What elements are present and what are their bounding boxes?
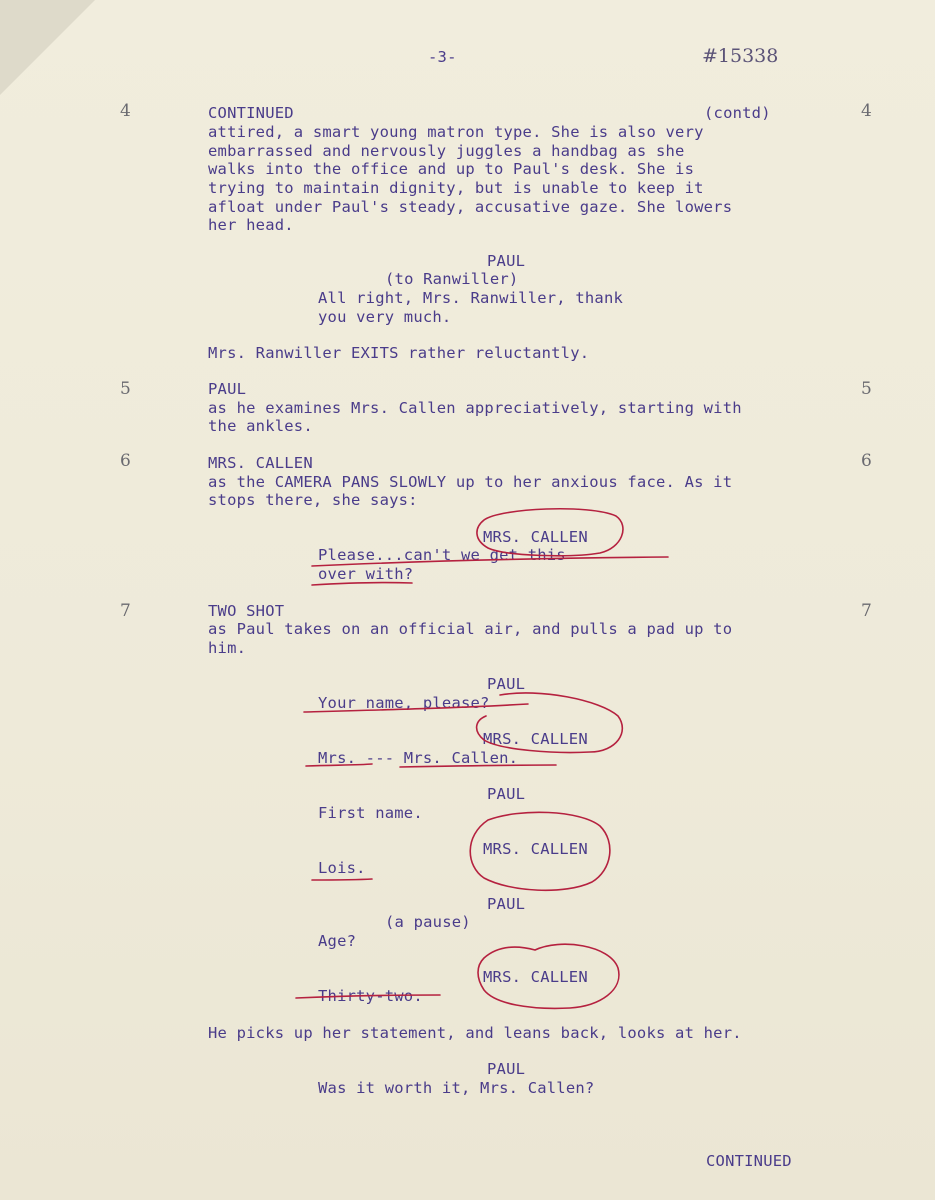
dialogue-line: Thirty-two. [318, 987, 423, 1005]
character-name: MRS. CALLEN [483, 730, 588, 748]
character-name: PAUL [487, 785, 526, 803]
scene-heading: TWO SHOT [208, 602, 285, 620]
action-line: Mrs. Ranwiller EXITS rather reluctantly. [208, 344, 590, 362]
parenthetical: (to Ranwiller) [385, 270, 519, 288]
page-number: -3- [428, 48, 457, 66]
action-line: trying to maintain dignity, but is unable to keep it [208, 179, 704, 197]
scene-number-left-7: 7 [120, 601, 132, 621]
character-name: PAUL [487, 252, 526, 270]
dialogue-line: Lois. [318, 859, 366, 877]
dialogue-line: Age? [318, 932, 357, 950]
scene-number-left-4: 4 [120, 101, 132, 121]
action-line: as he examines Mrs. Callen appreciatively, starting with [208, 399, 742, 417]
dialogue-line: First name. [318, 804, 423, 822]
action-line: as the CAMERA PANS SLOWLY up to her anxious face. As it [208, 473, 733, 491]
scene-number-right-7: 7 [861, 601, 873, 621]
underline-mark [312, 879, 372, 880]
action-line: He picks up her statement, and leans back, looks at her. [208, 1024, 742, 1042]
action-line: the ankles. [208, 417, 313, 435]
action-line: walks into the office and up to Paul's desk. She is [208, 160, 695, 178]
scene-number-right-5: 5 [861, 379, 873, 399]
dialogue-line: over with? [318, 565, 414, 583]
action-line: embarrassed and nervously juggles a handbag as she [208, 142, 685, 160]
scene-heading: CONTINUED [208, 104, 294, 122]
scene-number-right-6: 6 [861, 451, 873, 471]
character-name: MRS. CALLEN [483, 840, 588, 858]
scene-number-right-4: 4 [861, 101, 873, 121]
character-name: MRS. CALLEN [483, 528, 588, 546]
footer-continued: CONTINUED [706, 1152, 792, 1170]
dialogue-line: All right, Mrs. Ranwiller, thank [318, 289, 624, 307]
action-line: him. [208, 639, 247, 657]
dialogue-line: Please...can't we get this [318, 546, 566, 564]
parenthetical: (a pause) [385, 913, 471, 931]
action-line: attired, a smart young matron type. She is also very [208, 123, 704, 141]
dialogue-line: Mrs. --- Mrs. Callen. [318, 749, 519, 767]
contd-label: (contd) [704, 104, 771, 122]
action-line: as Paul takes on an official air, and pulls a pad up to [208, 620, 733, 638]
scene-number-left-5: 5 [120, 379, 132, 399]
script-number: #15338 [702, 45, 779, 67]
action-line: stops there, she says: [208, 491, 418, 509]
character-name: PAUL [487, 1060, 526, 1078]
character-name: MRS. CALLEN [483, 968, 588, 986]
scene-heading: PAUL [208, 380, 247, 398]
action-line: afloat under Paul's steady, accusative gaze. She lowers [208, 198, 733, 216]
scene-number-left-6: 6 [120, 451, 132, 471]
folded-corner [0, 0, 95, 95]
dialogue-line: you very much. [318, 308, 452, 326]
scene-heading: MRS. CALLEN [208, 454, 313, 472]
character-name: PAUL [487, 675, 526, 693]
character-name: PAUL [487, 895, 526, 913]
dialogue-line: Your name, please? [318, 694, 490, 712]
action-line: her head. [208, 216, 294, 234]
dialogue-line: Was it worth it, Mrs. Callen? [318, 1079, 595, 1097]
